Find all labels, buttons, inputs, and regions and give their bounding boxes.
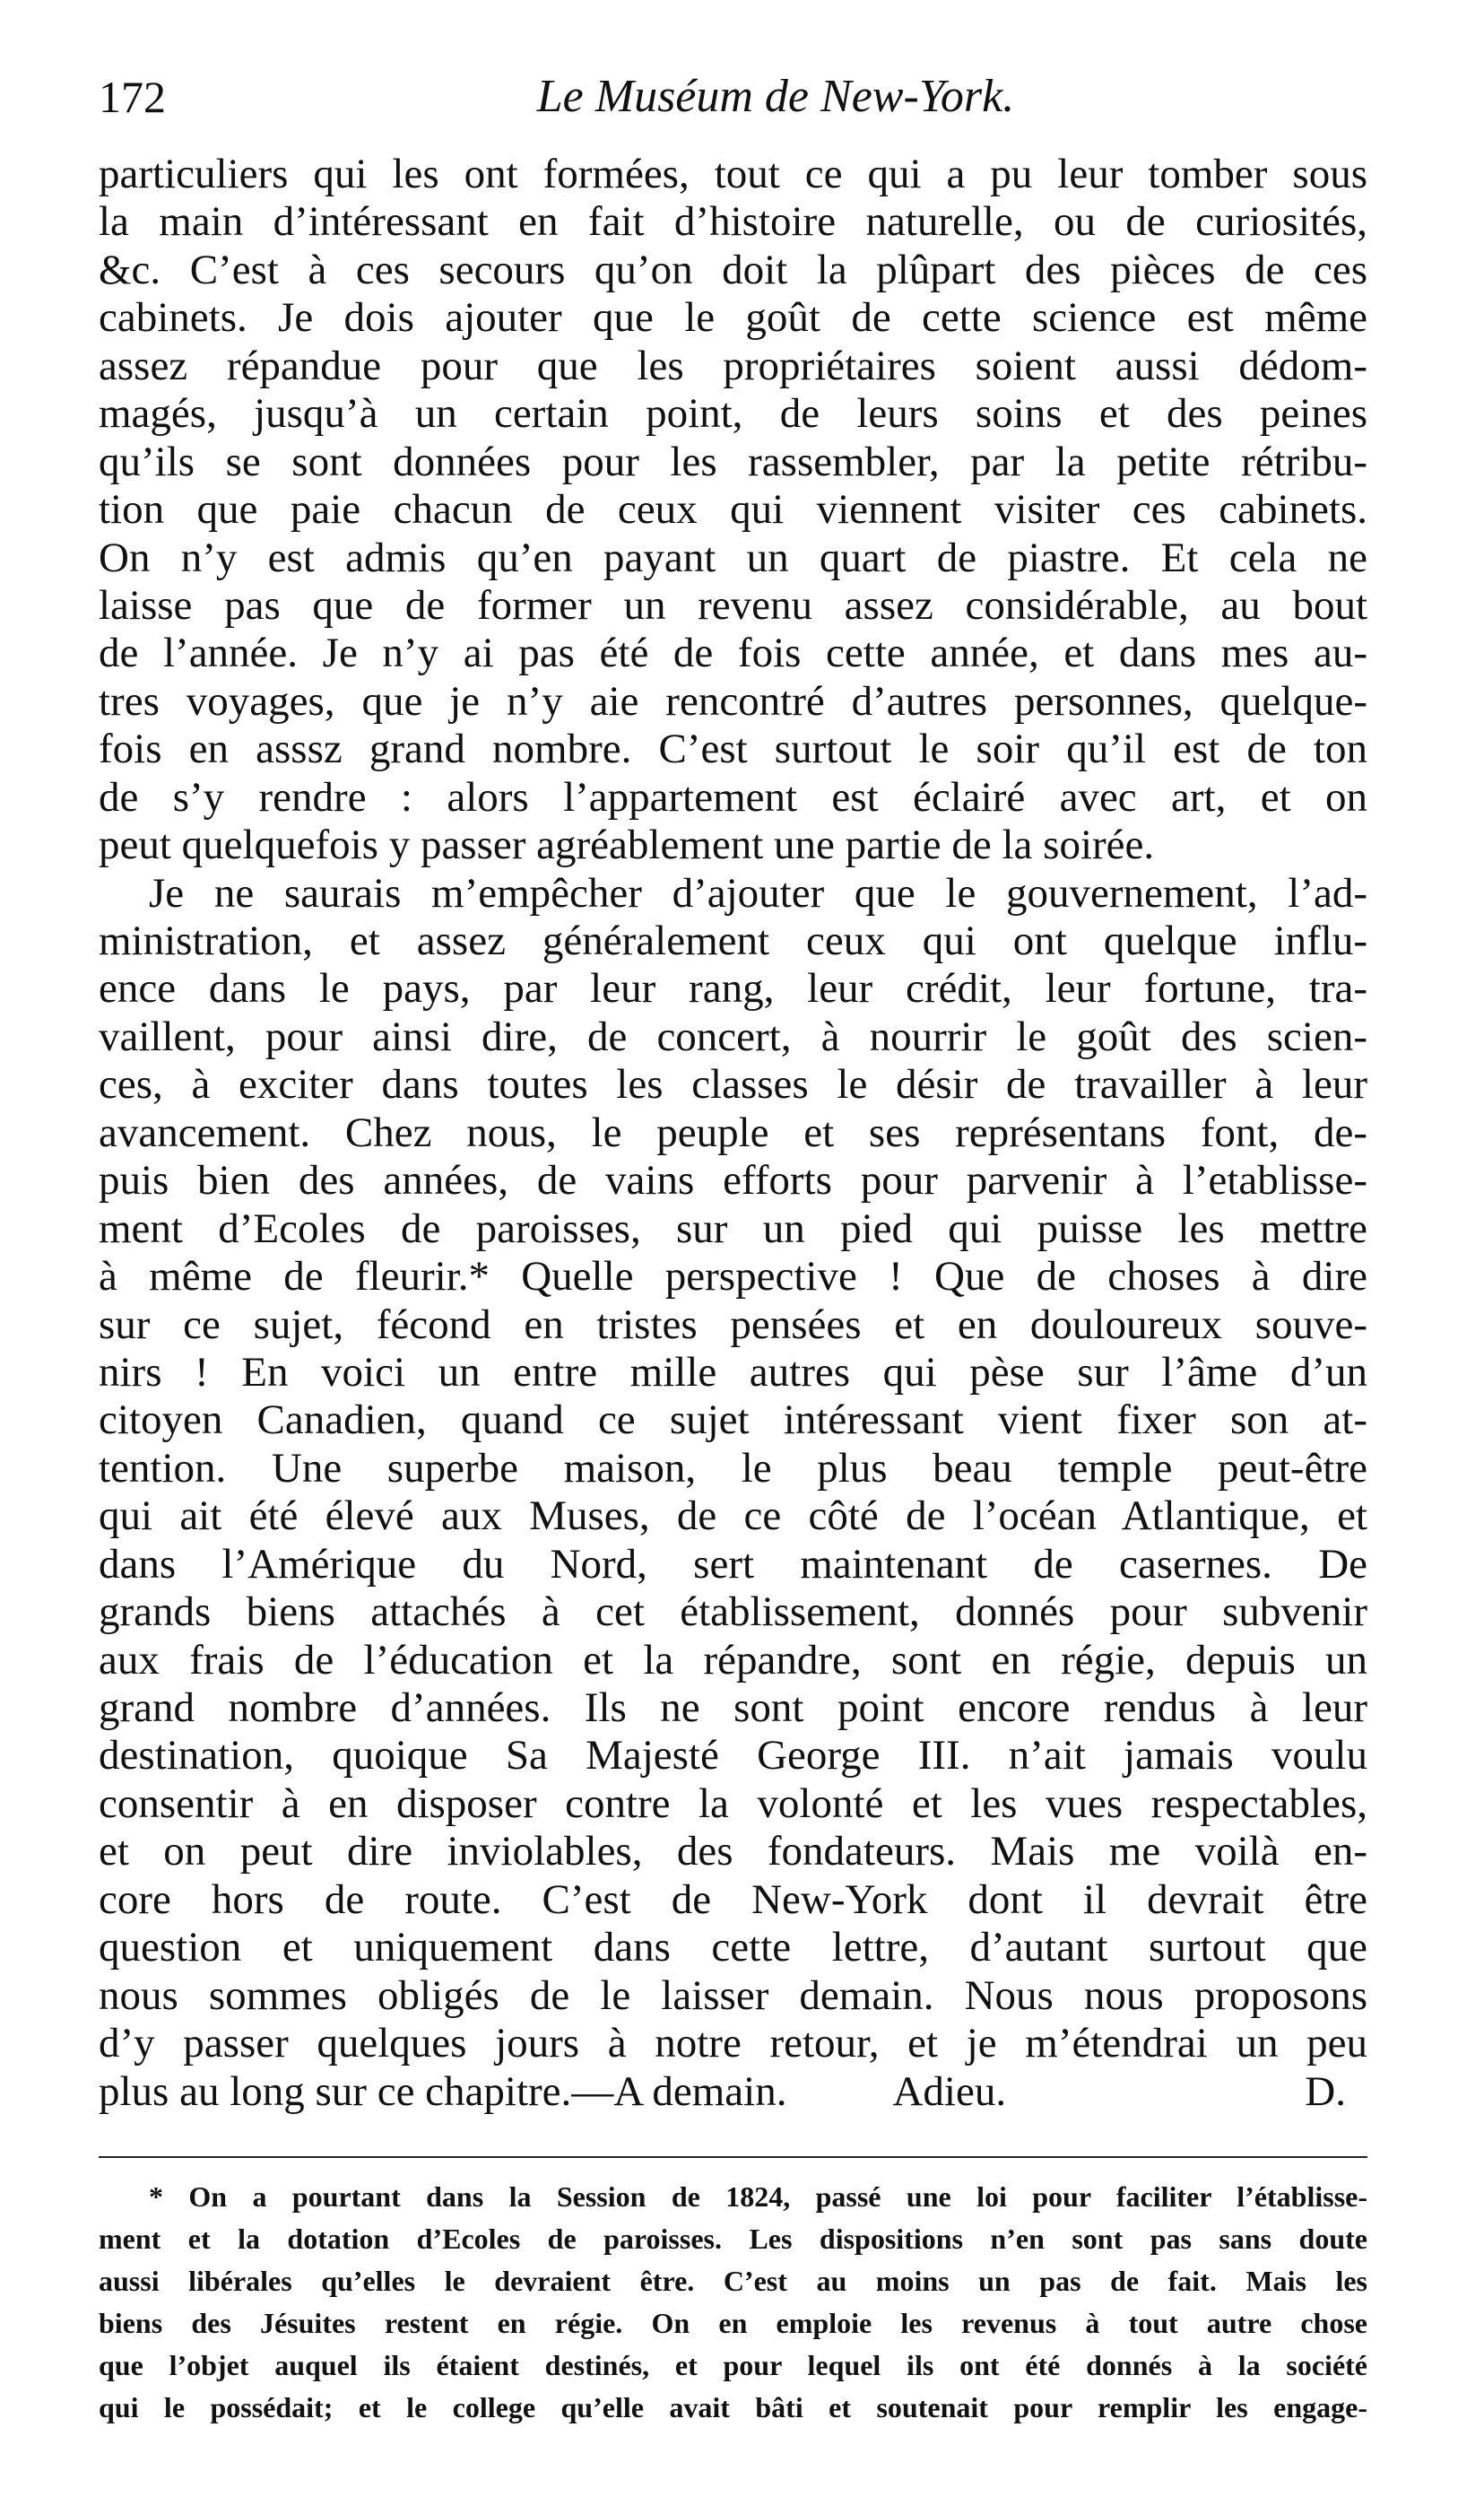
letter-signoff <box>99 2068 1367 2116</box>
text-line: avancement. Chez nous, le peuple et ses représentans font, de- <box>99 1109 1367 1156</box>
running-title: Le Muséum de New-York. <box>536 71 1015 122</box>
footnote-line: aussi libérales qu’elles le devraient être. C’est au moins un pas de fait. Mais les <box>99 2265 1367 2297</box>
text-line: question et uniquement dans cette lettre, d’autant surtout que <box>99 1924 1367 1971</box>
signoff-text: plus au long sur ce chapitre.—A demain. <box>99 2067 787 2115</box>
text-line: qu’ils se sont données pour les rassembler, par la petite rétribu- <box>99 438 1367 485</box>
text-line: grand nombre d’années. Ils ne sont point encore rendus à leur <box>99 1684 1367 1731</box>
page-number: 172 <box>99 72 166 122</box>
footnote-line: * On a pourtant dans la Session de 1824, passé une loi pour faciliter l’établisse- <box>149 2180 1367 2213</box>
signoff-adieu: Adieu. <box>892 2067 1007 2115</box>
text-line: d’y passer quelques jours à notre retour, et je m’étendrai un peu <box>99 2020 1367 2067</box>
text-line: de l’année. Je n’y ai pas été de fois cette année, et dans mes au- <box>99 630 1367 677</box>
text-line: la main d’intéressant en fait d’histoire naturelle, ou de curiosités, <box>99 198 1367 246</box>
footnote-line: que l’objet auquel ils étaient destinés, et pour lequel ils ont été donnés à la société <box>99 2349 1367 2381</box>
footnote-rule <box>99 2156 1367 2158</box>
signoff-initial: D. <box>1305 2067 1346 2115</box>
text-line: citoyen Canadien, quand ce sujet intéressant vient fixer son at- <box>99 1396 1367 1444</box>
text-line: tention. Une superbe maison, le plus beau temple peut-être <box>99 1444 1367 1492</box>
text-line: ment d’Ecoles de paroisses, sur un pied qui puisse les mettre <box>99 1205 1367 1252</box>
text-line: à même de fleurir.* Quelle perspective ! Que de choses à dire <box>99 1253 1367 1301</box>
footnote-line: qui le possédait; et le college qu’elle avait bâti et soutenait pour remplir les engage- <box>99 2391 1367 2423</box>
text-line: particuliers qui les ont formées, tout ce qui a pu leur tomber sous <box>99 151 1367 197</box>
text-line: et on peut dire inviolables, des fondateurs. Mais me voilà en- <box>99 1828 1367 1875</box>
paragraph-first-line: Je ne saurais m’empêcher d’ajouter que le gouvernement, l’ad- <box>149 869 1367 917</box>
text-line: sur ce sujet, fécond en tristes pensées et en douloureux souve- <box>99 1301 1367 1348</box>
text-line: laisse pas que de former un revenu assez considérable, au bout <box>99 581 1367 629</box>
text-line: peut quelquefois y passer agréablement une partie de la soirée. <box>99 822 1155 869</box>
text-line: destination, quoique Sa Majesté George III. n’ait jamais voulu <box>99 1732 1367 1779</box>
text-line: de s’y rendre : alors l’appartement est éclairé avec art, et on <box>99 773 1367 821</box>
text-line: fois en asssz grand nombre. C’est surtout le soir qu’il est de ton <box>99 726 1367 773</box>
footnote-line: biens des Jésuites restent en régie. On en emploie les revenus à tout autre chose <box>99 2307 1367 2339</box>
text-line: ces, à exciter dans toutes les classes le désir de travailler à leur <box>99 1061 1367 1109</box>
footnote-line: ment et la dotation d’Ecoles de paroisses. Les dispositions n’en sont pas sans doute <box>99 2223 1367 2255</box>
text-line: tion que paie chacun de ceux qui viennent visiter ces cabinets. <box>99 486 1367 534</box>
text-line: puis bien des années, de vains efforts pour parvenir à l’etablisse- <box>99 1157 1367 1205</box>
footnote <box>99 2176 1367 2429</box>
text-line: aux frais de l’éducation et la répandre, sont en régie, depuis un <box>99 1636 1367 1684</box>
text-line: vaillent, pour ainsi dire, de concert, à nourrir le goût des scien- <box>99 1013 1367 1060</box>
text-line: tres voyages, que je n’y aie rencontré d’autres personnes, quelque- <box>99 677 1367 725</box>
text-line: core hors de route. C’est de New-York dont il devrait être <box>99 1875 1367 1923</box>
text-line: ministration, et assez généralement ceux qui ont quelque influ- <box>99 918 1367 964</box>
text-line: ence dans le pays, par leur rang, leur crédit, leur fortune, tra- <box>99 965 1367 1013</box>
text-line: On n’y est admis qu’en payant un quart de piastre. Et cela ne <box>99 534 1367 581</box>
body-text <box>99 151 1367 2116</box>
text-line: qui ait été élevé aux Muses, de ce côté de l’océan Atlantique, et <box>99 1492 1367 1540</box>
text-line: cabinets. Je dois ajouter que le goût de cette science est même <box>99 294 1367 342</box>
text-line: nous sommes obligés de le laisser demain. Nous nous proposons <box>99 1971 1367 2019</box>
text-line: &c. C’est à ces secours qu’on doit la plûpart des pièces de ces <box>99 246 1367 293</box>
text-line: grands biens attachés à cet établissement, donnés pour subvenir <box>99 1588 1367 1636</box>
text-line: magés, jusqu’à un certain point, de leurs soins et des peines <box>99 390 1367 438</box>
running-head <box>99 70 1372 133</box>
text-line: nirs ! En voici un entre mille autres qui pèse sur l’âme d’un <box>99 1348 1367 1396</box>
text-line: assez répandue pour que les propriétaires soient aussi dédom- <box>99 342 1367 389</box>
text-line: dans l’Amérique du Nord, sert maintenant de casernes. De <box>99 1540 1367 1588</box>
text-line: consentir à en disposer contre la volonté et les vues respectables, <box>99 1779 1367 1827</box>
